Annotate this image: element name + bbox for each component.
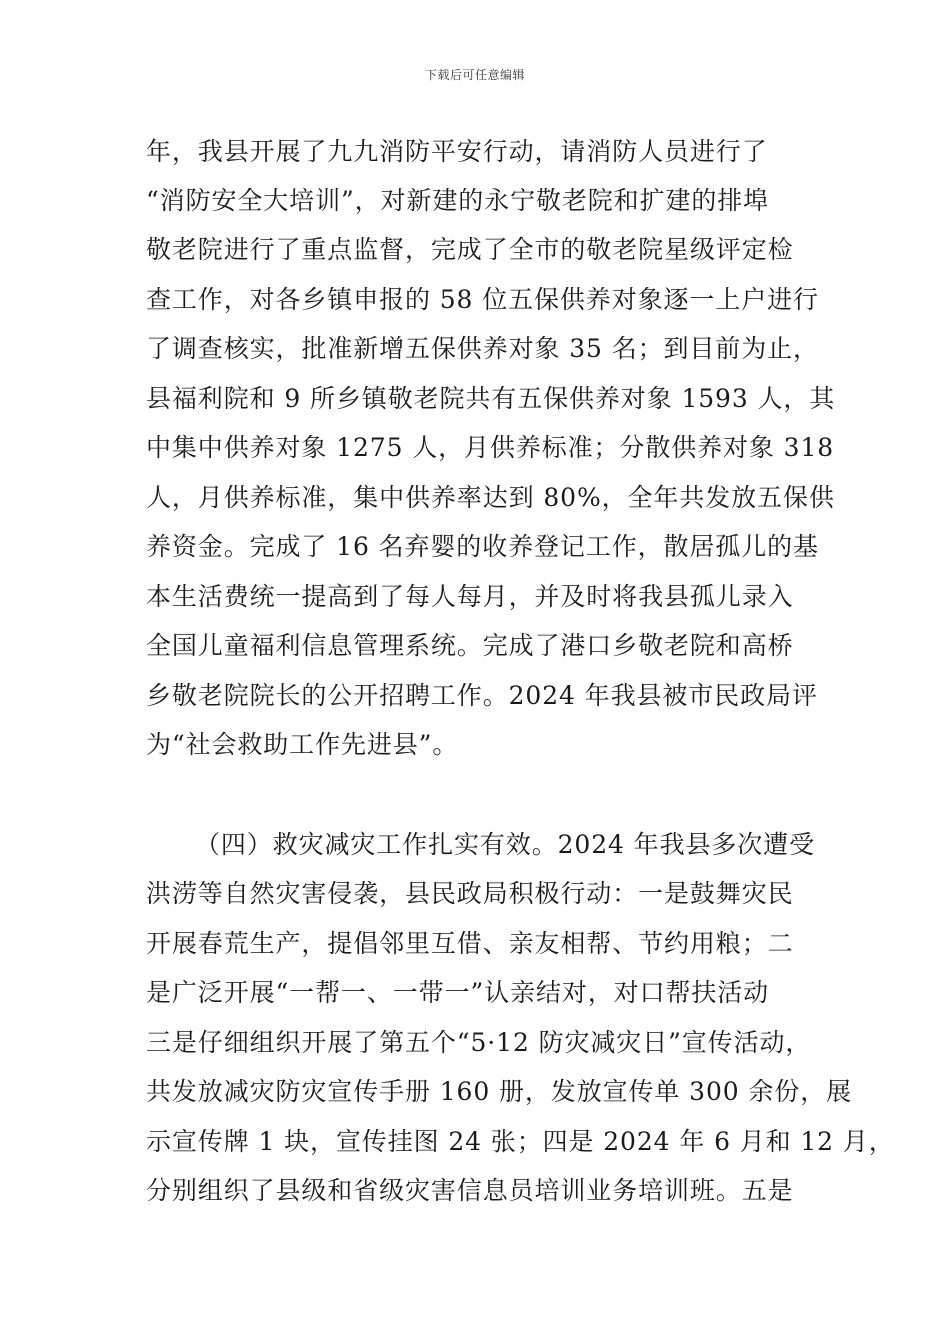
paragraph-2-line: 是广泛开展“一帮一、一带一”认亲结对，对口帮扶活动 <box>146 978 770 1007</box>
paragraph-1-line: 查工作，对各乡镇申报的 58 位五保供养对象逐一上户进行 <box>146 285 819 314</box>
paragraph-1-line: 敬老院进行了重点监督，完成了全市的敬老院星级评定检 <box>146 235 794 264</box>
paragraph-1-line: 了调查核实，批准新增五保供养对象 35 名；到目前为止， <box>146 334 819 363</box>
paragraph-1-line: 人，月供养标准，集中供养率达到 80%，全年共发放五保供 <box>146 483 835 512</box>
paragraph-1-line: 为“社会救助工作先进县”。 <box>146 730 459 759</box>
paragraph-1-line: 中集中供养对象 1275 人，月供养标准；分散供养对象 318 <box>146 433 835 462</box>
paragraph-1-line: 县福利院和 9 所乡镇敬老院共有五保供养对象 1593 人，其 <box>146 384 836 413</box>
paragraph-1-line: 本生活费统一提高到了每人每月，并及时将我县孤儿录入 <box>146 582 794 611</box>
header-note: 下载后可任意编辑 <box>424 68 525 82</box>
paragraph-1-line: 全国儿童福利信息管理系统。完成了港口乡敬老院和高桥 <box>146 631 794 660</box>
paragraph-2-line: 三是仔细组织开展了第五个“5·12 防灾减灾日”宣传活动， <box>146 1028 812 1057</box>
paragraph-1-line: “消防安全大培训”，对新建的永宁敬老院和扩建的排埠 <box>146 186 770 215</box>
paragraph-2-line: 共发放减灾防灾宣传手册 160 册，发放宣传单 300 余份，展 <box>146 1077 853 1106</box>
paragraph-2-line: 洪涝等自然灾害侵袭，县民政局积极行动：一是鼓舞灾民 <box>146 879 794 908</box>
paragraph-1-line: 年，我县开展了九九消防平安行动，请消防人员进行了 <box>146 137 768 166</box>
paragraph-1-line: 乡敬老院院长的公开招聘工作。2024 年我县被市民政局评 <box>146 681 818 710</box>
paragraph-2-line: 示宣传牌 1 块，宣传挂图 24 张；四是 2024 年 6 月和 12 月， <box>146 1127 895 1156</box>
paragraph-1-line: 养资金。完成了 16 名弃婴的收养登记工作，散居孤儿的基 <box>146 532 819 561</box>
paragraph-2-line: 分别组织了县级和省级灾害信息员培训业务培训班。五是 <box>146 1176 794 1205</box>
paragraph-2-line: （四）救灾减灾工作扎实有效。2024 年我县多次遭受 <box>195 830 815 859</box>
paragraph-2-line: 开展春荒生产，提倡邻里互借、亲友相帮、节约用粮；二 <box>146 929 794 958</box>
